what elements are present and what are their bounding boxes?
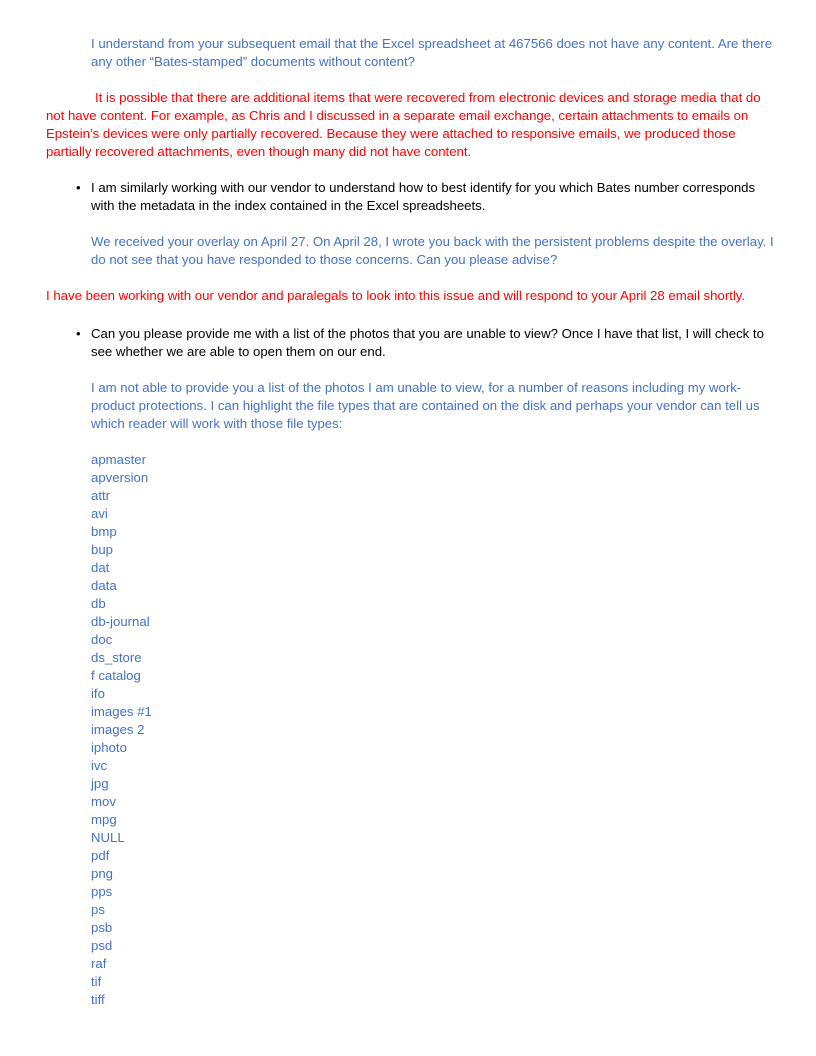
file-type-item: apversion (91, 470, 149, 485)
file-type-item: images #1 (91, 704, 152, 719)
file-type-item: attr (91, 488, 111, 503)
file-type-item: ivc (91, 758, 108, 773)
file-type-item: tiff (91, 992, 105, 1007)
file-type-list (91, 451, 152, 1009)
file-type-item: mpg (91, 812, 117, 827)
file-type-item: tif (91, 974, 102, 989)
bullet-photo-list-request: Can you please provide me with a list of the photos that you are unable to view? Once I have that list, I will check to see whether we are able to open them on our end. (91, 326, 764, 359)
file-type-item: mov (91, 794, 116, 809)
file-type-item: NULL (91, 830, 125, 845)
bullet-bates-metadata: I am similarly working with our vendor to understand how to best identify for you which Bates number corresponds with the metadata in the index contained in the Excel spreadsheets. (91, 180, 756, 213)
reply-vendor-paralegals: I have been working with our vendor and paralegals to look into this issue and will respond to your April 28 email shortly. (46, 288, 746, 303)
file-type-item: ds_store (91, 650, 142, 665)
file-type-item: ps (91, 902, 105, 917)
file-type-item: dat (91, 560, 110, 575)
bullet-marker: • (76, 326, 81, 341)
file-type-item: jpg (91, 776, 109, 791)
file-type-item: pdf (91, 848, 110, 863)
file-type-item: f catalog (91, 668, 141, 683)
file-type-item: png (91, 866, 114, 881)
file-type-item: db (91, 596, 106, 611)
file-type-item: psd (91, 938, 113, 953)
file-type-item: iphoto (91, 740, 127, 755)
file-type-item: psb (91, 920, 113, 935)
file-type-item: apmaster (91, 452, 146, 467)
quoted-photo-list-response: I am not able to provide you a list of the photos I am unable to view, for a number of reasons including my work-product protections. I can highlight the file types that are contained on the disk and perhaps your vendor can tell us which reader will work with those file types: (91, 380, 760, 431)
file-type-item: pps (91, 884, 113, 899)
file-type-item: data (91, 578, 117, 593)
file-type-item: bmp (91, 524, 117, 539)
quoted-overlay-concern: We received your overlay on April 27. On April 28, I wrote you back with the persistent problems despite the overlay. I do not see that you have responded to those concerns. Can you please advise? (91, 234, 774, 267)
quoted-question-bates: I understand from your subsequent email that the Excel spreadsheet at 467566 does not have any content. Are there any other “Bates-stamped” documents without content? (91, 36, 773, 69)
file-type-item: ifo (91, 686, 105, 701)
reply-content-explanation: It is possible that there are additional items that were recovered from electronic devices and storage media that do not have content. For example, as Chris and I discussed in a separate email exchange, certain attachments to emails on Epstein’s devices were only partially recovered. Because they were attached to responsive emails, we produced those partially recovered attachments, even though many did not have content. (46, 90, 761, 159)
file-type-item: bup (91, 542, 114, 557)
file-type-item: doc (91, 632, 113, 647)
bullet-marker: • (76, 180, 81, 195)
file-type-item: raf (91, 956, 107, 971)
file-type-item: db-journal (91, 614, 150, 629)
file-type-item: avi (91, 506, 108, 521)
file-type-item: images 2 (91, 722, 145, 737)
